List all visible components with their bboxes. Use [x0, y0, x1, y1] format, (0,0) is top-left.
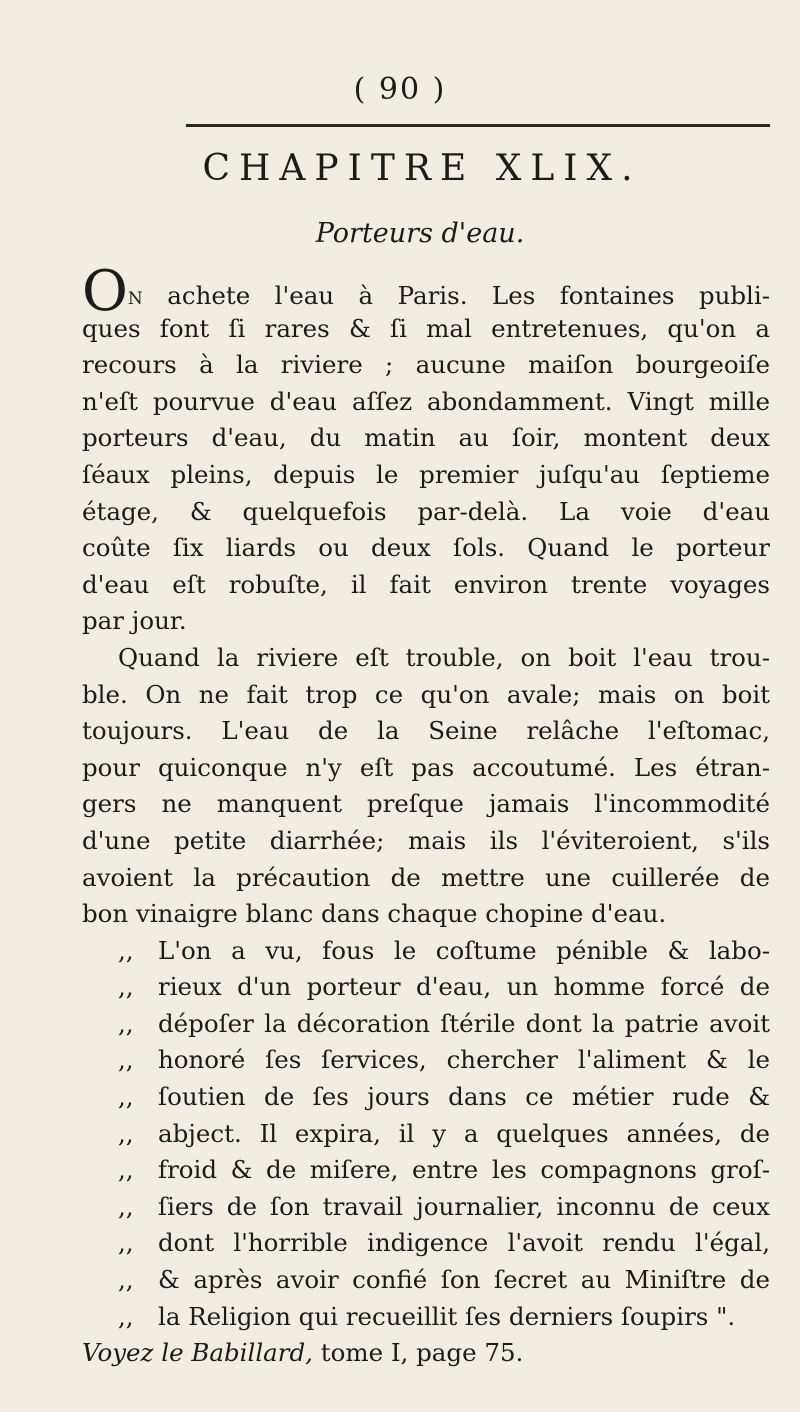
quote-line: ,, rieux d'un porteur d'eau, un homme forcé de: [82, 969, 770, 1006]
text-line: ON achete l'eau à Paris. Les fontaines publi-: [82, 259, 770, 324]
text-line: coûte ſix liards ou deux ſols. Quand le porteur: [82, 533, 770, 563]
quote-line: ,, & après avoir confié ſon ſecret au Miniſtre de: [82, 1262, 770, 1299]
drop-capital: O: [82, 259, 128, 324]
quote-mark: ,,: [118, 972, 134, 1002]
quote-mark: ,,: [118, 1008, 134, 1038]
text-line: porteurs d'eau, du matin au ſoir, montent deux: [82, 423, 770, 453]
reference-italic: Voyez le Babillard,: [82, 1338, 313, 1368]
text-line: ble. On ne fait trop ce qu'on avale; mais on boit: [82, 679, 770, 709]
text-line: avoient la précaution de mettre une cuillerée de: [82, 862, 770, 892]
quote-line: ,, ſoutien de ſes jours dans ce métier rude &: [82, 1079, 770, 1116]
quote-line: ,, dont l'horrible indigence l'avoit rendu l'égal,: [82, 1225, 770, 1262]
text-line: Quand la riviere eſt trouble, on boit l'eau trou-: [118, 642, 770, 672]
text-line: pour quiconque n'y eſt pas accoutumé. Les étran-: [82, 752, 770, 782]
quote-mark: ,,: [118, 935, 134, 965]
quote-line: ,, dépoſer la décoration ſtérile dont la patrie avoit: [82, 1006, 770, 1043]
quote-line: ,, la Religion qui recueillit ſes derniers ſoupirs ".: [82, 1299, 770, 1336]
quote-mark: ,,: [118, 1191, 134, 1221]
reference-rest: tome I, page 75.: [312, 1338, 524, 1368]
text-line: ques font ſi rares & ſi mal entretenues, qu'on a: [82, 313, 770, 343]
section-title: Porteurs d'eau.: [315, 218, 525, 249]
small-caps: N: [127, 289, 143, 309]
quote-mark: ,,: [118, 1082, 134, 1112]
text-line: d'une petite diarrhée; mais ils l'éviteroient, s'ils: [82, 825, 770, 855]
quote-line: ,, abject. Il expira, il y a quelques années, de: [82, 1116, 770, 1153]
quote-mark: ,,: [118, 1301, 134, 1331]
quote-line: ,, honoré ſes ſervices, chercher l'aliment & le: [82, 1042, 770, 1079]
text-line: d'eau eſt robuſte, il fait environ trente voyages: [82, 569, 770, 599]
text-line: n'eſt pourvue d'eau aſſez abondamment. Vingt mille: [82, 386, 770, 416]
quote-mark: ,,: [118, 1045, 134, 1075]
quote-line: ,, froid & de miſere, entre les compagnons groſ-: [82, 1152, 770, 1189]
text-line: ſéaux pleins, depuis le premier juſqu'au ſeptieme: [82, 459, 770, 489]
quote-line: ,, ſiers de ſon travail journalier, inconnu de ceux: [82, 1189, 770, 1226]
header-rule: [186, 124, 770, 127]
quote-mark: ,,: [118, 1265, 134, 1295]
text-line: bon vinaigre blanc dans chaque chopine d'eau.: [82, 899, 667, 929]
quote-line: ,, L'on a vu, fous le coſtume pénible & labo-: [82, 933, 770, 970]
text-line: recours à la riviere ; aucune maiſon bourgeoiſe: [82, 350, 770, 380]
reference-line: [82, 1335, 770, 1372]
quote-mark: ,,: [118, 1155, 134, 1185]
quote-mark: ,,: [118, 1228, 134, 1258]
body-text: [82, 259, 770, 1372]
text-line: toujours. L'eau de la Seine relâche l'eſtomac,: [82, 716, 770, 746]
chapter-title: CHAPITRE XLIX.: [202, 148, 642, 189]
text-line: par jour.: [82, 606, 187, 636]
quote-mark: ,,: [118, 1118, 134, 1148]
page-number: ( 90 ): [353, 72, 447, 107]
text-line: étage, & quelquefois par-delà. La voie d'eau: [82, 496, 770, 526]
text-line: gers ne manquent preſque jamais l'incommodité: [82, 789, 770, 819]
